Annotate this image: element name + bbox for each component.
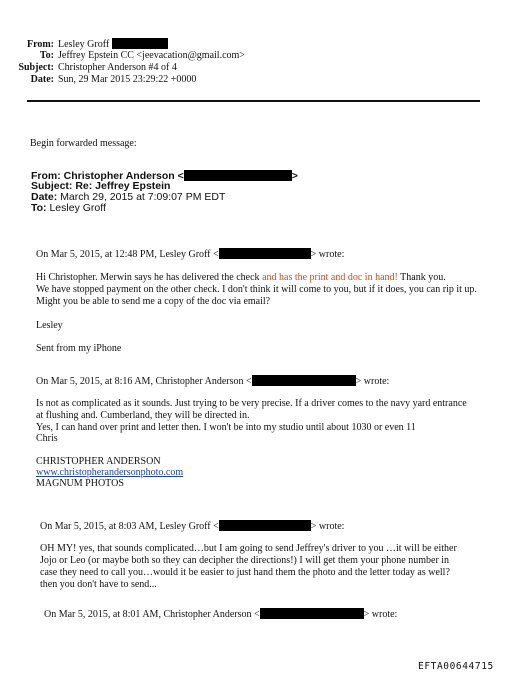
msg3-intro-text: On Mar 5, 2015, at 8:03 AM, Lesley Groff < xyxy=(40,521,219,532)
redaction-block xyxy=(219,520,311,531)
header-to-label: To: xyxy=(39,50,54,61)
header-date-value: Sun, 29 Mar 2015 23:29:22 +0000 xyxy=(58,74,197,85)
fwd-from-value: Christopher Anderson < xyxy=(63,170,184,182)
msg4-intro xyxy=(44,608,397,621)
msg1-highlight-text: and has the print and doc in hand! xyxy=(262,272,398,283)
fwd-date-label: Date: xyxy=(31,191,58,203)
header-date-row xyxy=(8,74,196,86)
header-date-label: Date: xyxy=(30,74,54,85)
fwd-to-value: Lesley Groff xyxy=(49,202,106,214)
redaction-block xyxy=(184,170,292,181)
header-subject-row xyxy=(8,62,177,74)
msg2-line1: Is not as complicated as it sounds. Just trying to be very precise. If a driver comes to the navy yard entrance xyxy=(36,398,467,409)
msg2-intro xyxy=(36,375,389,388)
header-subject-value: Christopher Anderson #4 of 4 xyxy=(58,62,177,73)
msg4-wrote: > wrote: xyxy=(363,609,398,620)
header-divider xyxy=(27,100,480,102)
msg4-intro-text: On Mar 5, 2015, at 8:01 AM, Christopher Anderson < xyxy=(44,609,260,620)
msg1-line1-end: Thank you. xyxy=(397,272,446,283)
msg1-sign: Lesley xyxy=(36,320,63,331)
signature-link[interactable]: www.christopherandersonphoto.com xyxy=(36,467,184,478)
header-to-row xyxy=(8,50,245,62)
begin-forwarded: Begin forwarded message: xyxy=(30,138,137,149)
fwd-from-label: From: xyxy=(31,170,61,182)
document-id: EFTA00644715 xyxy=(418,661,494,672)
redaction-block xyxy=(260,608,364,619)
msg3-line1: OH MY! yes, that sounds complicated…but I am going to send Jeffrey's driver to you …it will be either xyxy=(40,543,457,554)
fwd-subject-label: Subject: xyxy=(31,180,73,192)
msg3-line4: then you don't have to send... xyxy=(40,579,157,590)
fwd-from-tail: > xyxy=(291,170,298,182)
fwd-to-label: To: xyxy=(31,202,47,214)
msg2-intro-text: On Mar 5, 2015, at 8:16 AM, Christopher Anderson < xyxy=(36,376,252,387)
msg1-wrote: > wrote: xyxy=(310,249,345,260)
msg1-line1-start: Hi Christopher. Merwin says he has delivered the check xyxy=(36,272,263,283)
msg1-sent: Sent from my iPhone xyxy=(36,343,122,354)
redaction-block xyxy=(252,375,356,386)
fwd-to-row xyxy=(31,203,106,214)
msg1-line3: Might you be able to send me a copy of the doc via email? xyxy=(36,296,271,307)
header-from-label: From: xyxy=(26,39,54,50)
msg1-intro-text: On Mar 5, 2015, at 12:48 PM, Lesley Groff < xyxy=(36,249,219,260)
msg2-line3: Yes, I can hand over print and letter then. I won't be into my studio until about 1030 or even 11 xyxy=(36,422,416,433)
msg3-intro xyxy=(40,520,344,533)
msg2-sig-name: CHRISTOPHER ANDERSON xyxy=(36,456,161,467)
msg1-intro xyxy=(36,248,344,261)
msg3-wrote: > wrote: xyxy=(310,521,345,532)
msg1-line2: We have stopped payment on the other check. I don't think it will come to you, but if it does, you can rip it up. xyxy=(36,284,477,295)
redaction-block xyxy=(112,38,168,49)
fwd-date-value: March 29, 2015 at 7:09:07 PM EDT xyxy=(60,191,226,203)
msg1-line1 xyxy=(36,272,446,284)
msg3-line2: Jojo or Leo (or maybe both so they can decipher the directions!) I will get them your phone number in xyxy=(40,555,450,566)
header-subject-label: Subject: xyxy=(18,62,54,73)
fwd-subject-value: Re: Jeffrey Epstein xyxy=(75,180,171,192)
header-from-name: Lesley Groff xyxy=(58,39,110,50)
msg2-wrote: > wrote: xyxy=(355,376,390,387)
msg2-line2: at flushing and. Cumberland, they will be directed in. xyxy=(36,410,250,421)
msg2-line4: Chris xyxy=(36,433,58,444)
msg2-sig-org: MAGNUM PHOTOS xyxy=(36,478,124,489)
redaction-block xyxy=(219,248,311,259)
msg3-line3: case they need to call you…would it be easier to just hand them the photo and the letter today as well? xyxy=(40,567,450,578)
header-to-value: Jeffrey Epstein CC <jeevacation@gmail.com> xyxy=(58,50,245,61)
